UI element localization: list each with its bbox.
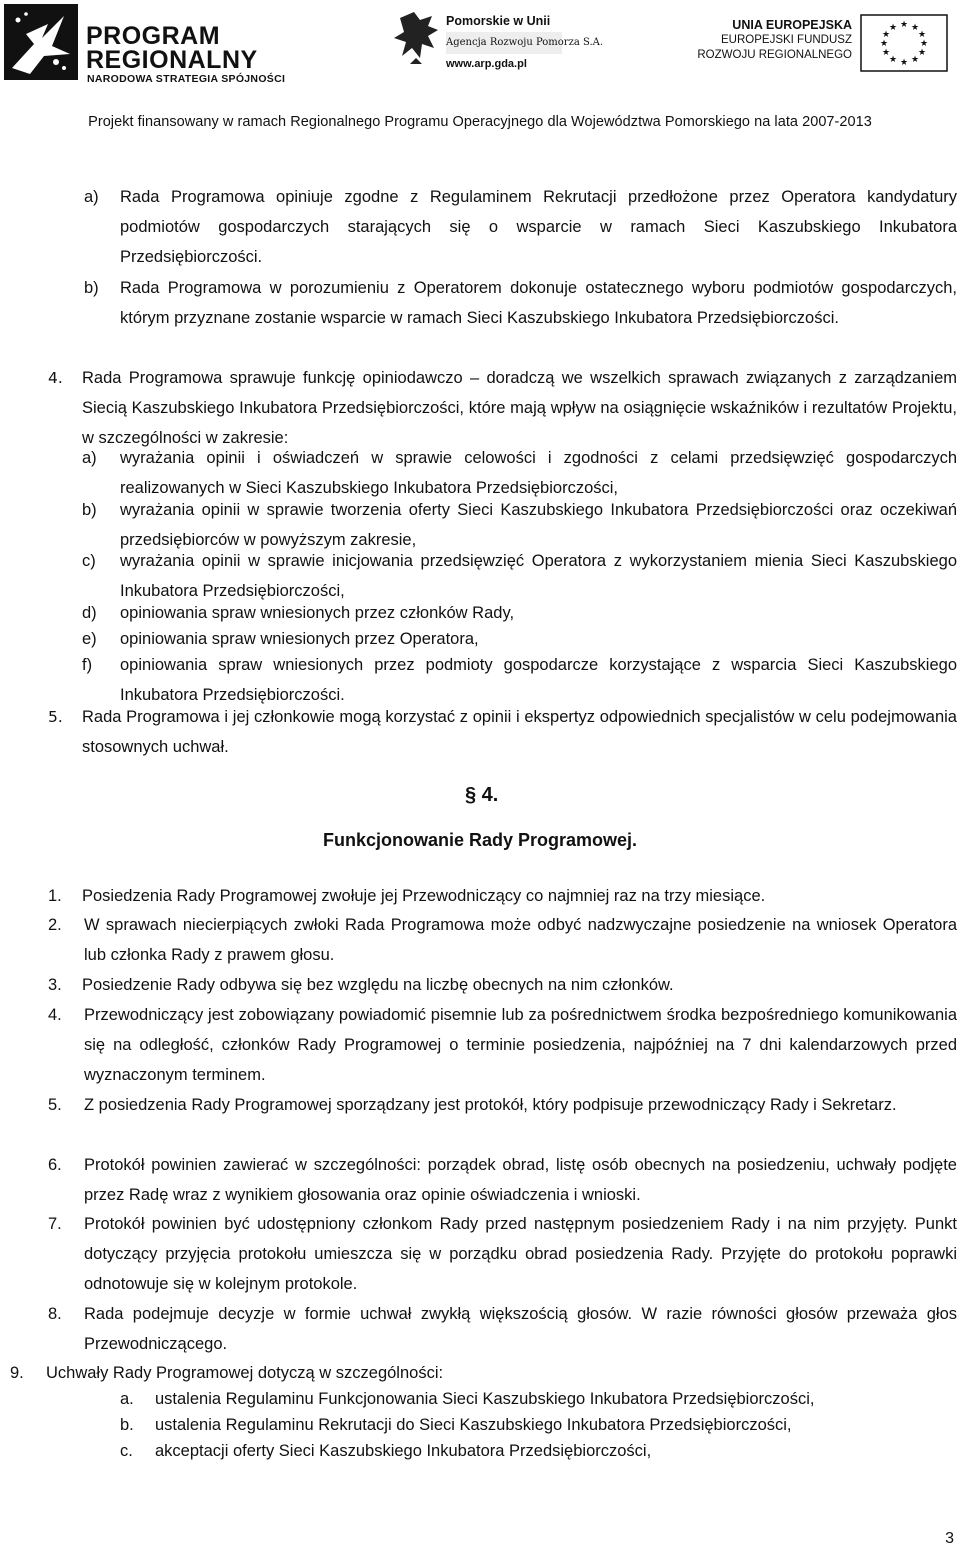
- list-item: Z posiedzenia Rady Programowej sporządzany jest protokół, który podpisuje przewodniczący Rady i Sekretarz.: [84, 1096, 897, 1114]
- list-item: Rada Programowa w porozumieniu z Operatorem dokonuje ostatecznego wyboru podmiotów gospodarczych, którym przyznane zostanie wsparcie w ramach Sieci Kaszubskiego Inkubatora Przedsiębiorczości.: [120, 279, 957, 327]
- item-label: 2.: [48, 916, 62, 934]
- svg-text:★: ★: [899, 58, 909, 68]
- list-item: W sprawach niecierpiących zwłoki Rada Programowa może odbyć nadzwyczajne posiedzenie na wniosek Operatora lub członka Rady z prawem głosu.: [84, 916, 957, 964]
- item-label: 6.: [48, 1156, 62, 1174]
- item-label: a): [82, 449, 97, 467]
- point-4-text: Rada Programowa sprawuje funkcję opiniodawczo – doradczą we wszelkich sprawach związanych z zarządzaniem Siecią Kaszubskiego Inkubatora Przedsiębiorczości, które mają wpływ na osiągnięcie wskaźników i rezultatów Projektu, w szczególności w zakresie:: [82, 369, 957, 447]
- list-item: wyrażania opinii i oświadczeń w sprawie celowości i zgodności z celami przedsięwzięć gospodarczych realizowanych w Sieci Kaszubskiego Inkubatora Przedsiębiorczości,: [120, 449, 957, 497]
- eu-logo-line2: EUROPEJSKI FUNDUSZ: [721, 34, 852, 46]
- list-item: Protokół powinien być udostępniony członkom Rady przed następnym posiedzeniem Rady i na nim przyjęty. Punkt dotyczący przyjęcia protokołu umieszcza się w porządku obrad posiedzenia Rady. Przyjęte do protokołu poprawki odnotowuje się w kolejnym protokole.: [84, 1215, 957, 1293]
- item-label: c.: [120, 1442, 133, 1460]
- svg-text:★: ★: [919, 39, 929, 49]
- svg-text:★: ★: [899, 20, 909, 30]
- list-item: ustalenia Regulaminu Funkcjonowania Sieci Kaszubskiego Inkubatora Przedsiębiorczości,: [155, 1390, 815, 1408]
- pomorskie-logo-url: www.arp.gda.pl: [446, 58, 527, 70]
- list-item: wyrażania opinii w sprawie tworzenia oferty Sieci Kaszubskiego Inkubatora Przedsiębiorczości oraz oczekiwań przedsiębiorców w powyższym zakresie,: [120, 501, 957, 549]
- point-9-text: Uchwały Rady Programowej dotyczą w szczególności:: [46, 1364, 444, 1382]
- svg-text:★: ★: [879, 39, 889, 49]
- item-label: 7.: [48, 1215, 62, 1233]
- program-regionalny-logo: [4, 4, 304, 85]
- item-label: b): [82, 501, 97, 519]
- pomorskie-logo-agency: Agencja Rozwoju Pomorza S.A.: [446, 32, 562, 54]
- svg-text:★: ★: [888, 23, 898, 33]
- list-item: opiniowania spraw wniesionych przez członków Rady,: [120, 604, 515, 622]
- item-label: c): [82, 552, 96, 570]
- svg-text:★: ★: [917, 48, 927, 58]
- page-number: 3: [945, 1530, 954, 1547]
- item-label: 5.: [48, 1096, 62, 1114]
- item-label: 4.: [48, 1006, 62, 1024]
- program-logo-line1: PROGRAM: [86, 22, 221, 50]
- list-item: opiniowania spraw wniesionych przez Operatora,: [120, 630, 479, 648]
- list-item: Rada Programowa opiniuje zgodne z Regulaminem Rekrutacji przedłożone przez Operatora kandydatury podmiotów gospodarczych starających się o wsparcie w ramach Sieci Kaszubskiego Inkubatora Przedsiębiorczości.: [120, 188, 957, 266]
- item-label: a.: [120, 1390, 134, 1408]
- svg-text:★: ★: [910, 23, 920, 33]
- list-item: akceptacji oferty Sieci Kaszubskiego Inkubatora Przedsiębiorczości,: [155, 1442, 652, 1460]
- point-5-text: Rada Programowa i jej członkowie mogą korzystać z opinii i ekspertyz odpowiednich specjalistów w celu podejmowania stosownych uchwał.: [82, 708, 957, 756]
- list-item: Protokół powinien zawierać w szczególności: porządek obrad, listę osób obecnych na posiedzeniu, uchwały podjęte przez Radę wraz z wynikiem głosowania oraz opinie oświadczenia i wnioski.: [84, 1156, 957, 1204]
- eu-flag-icon: [860, 14, 948, 72]
- funding-statement: Projekt finansowany w ramach Regionalnego Programu Operacyjnego dla Województwa Pomorskiego na lata 2007-2013: [88, 114, 872, 130]
- program-regionalny-emblem-icon: [4, 4, 78, 80]
- item-label: d): [82, 604, 97, 622]
- section-number: § 4.: [465, 784, 499, 806]
- pomorskie-logo-title: Pomorskie w Unii: [446, 14, 551, 28]
- list-item: wyrażania opinii w sprawie inicjowania przedsięwzięć Operatora z wykorzystaniem mienia Sieci Kaszubskiego Inkubatora Przedsiębiorczości,: [120, 552, 957, 600]
- svg-text:★: ★: [888, 55, 898, 65]
- list-item: Posiedzenie Rady odbywa się bez względu na liczbę obecnych na nim członków.: [82, 976, 674, 994]
- svg-text:★: ★: [881, 48, 891, 58]
- svg-text:★: ★: [917, 30, 927, 40]
- list-item: ustalenia Regulaminu Rekrutacji do Sieci Kaszubskiego Inkubatora Przedsiębiorczości,: [155, 1416, 792, 1434]
- pomorskie-w-unii-logo: [390, 8, 604, 74]
- eu-logo-line1: UNIA EUROPEJSKA: [732, 18, 852, 32]
- svg-text:★: ★: [881, 30, 891, 40]
- item-label: 3.: [48, 976, 62, 994]
- point-text: [82, 363, 957, 453]
- item-label: f): [82, 656, 93, 674]
- item-label: 8.: [48, 1305, 62, 1323]
- point-label: 4.: [48, 369, 63, 387]
- eu-logo-line3: ROZWOJU REGIONALNEGO: [697, 49, 852, 61]
- section-title: Funkcjonowanie Rady Programowej.: [322, 830, 638, 850]
- list-item: Rada podejmuje decyzje w formie uchwał zwykłą większością głosów. W razie równości głosów przeważa głos Przewodniczącego.: [84, 1305, 957, 1353]
- item-label: 1.: [48, 887, 62, 905]
- point-label: 5.: [48, 708, 63, 726]
- list-item: Przewodniczący jest zobowiązany powiadomić pisemnie lub za pośrednictwem środka bezpośredniego komunikowania się na odległość, członków Rady Programowej o terminie posiedzenia, najpóźniej na 7 dni kalendarzowych przed wyznaczonym terminem.: [84, 1006, 957, 1084]
- eu-logo: [697, 14, 956, 74]
- point-label: 9.: [10, 1364, 24, 1382]
- program-logo-line2: REGIONALNY: [86, 46, 258, 74]
- list-item: Posiedzenia Rady Programowej zwołuje jej Przewodniczący co najmniej raz na trzy miesiące.: [82, 887, 766, 905]
- list-item: opiniowania spraw wniesionych przez podmioty gospodarcze korzystające z wsparcia Sieci Kaszubskiego Inkubatora Przedsiębiorczości.: [120, 656, 957, 704]
- svg-text:★: ★: [910, 55, 920, 65]
- item-label: b): [84, 279, 99, 297]
- griffin-icon: [390, 8, 444, 72]
- program-logo-line3: NARODOWA STRATEGIA SPÓJNOŚCI: [87, 73, 286, 85]
- item-label: b.: [120, 1416, 134, 1434]
- item-label: e): [82, 630, 97, 648]
- item-label: a): [84, 188, 99, 206]
